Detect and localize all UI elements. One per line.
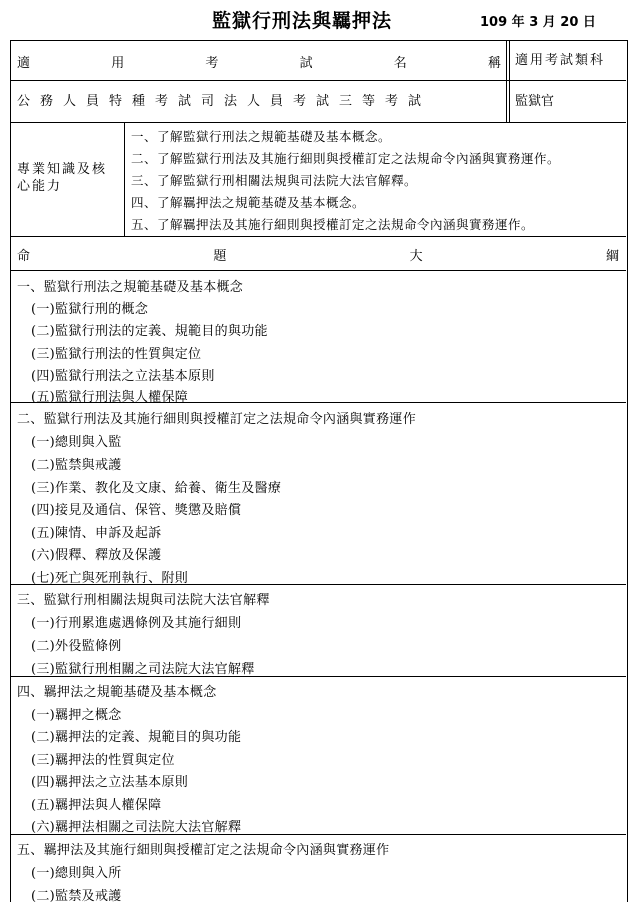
exam-name-header	[17, 52, 501, 71]
section-item: (五)羈押法與人權保障	[31, 798, 162, 813]
outline-section	[11, 403, 626, 585]
outline-header-char: 綱	[605, 249, 619, 264]
competency-item: 二、了解監獄行刑法及其施行細則與授權訂定之法規命令內涵與實務運作。	[131, 151, 561, 166]
outline-header-char: 題	[213, 249, 227, 264]
exam-name-header-char: 考	[205, 56, 219, 71]
document-title: 監獄行刑法與羈押法	[212, 10, 393, 32]
section-title: 三、監獄行刑相關法規與司法院大法官解釋	[17, 593, 270, 608]
section-item: (五)陳情、申訴及起訴	[31, 526, 162, 541]
exam-name-header-char: 用	[111, 56, 125, 71]
section-item: (二)監獄行刑法的定義、規範目的與功能	[31, 324, 268, 339]
competency-item: 五、了解羈押法及其施行細則與授權訂定之法規命令內涵與實務運作。	[131, 217, 535, 232]
document-date: 109 年 3 月 20 日	[480, 15, 596, 30]
competency-label: 專業知識及核心能力	[17, 162, 108, 194]
exam-value-row	[11, 81, 626, 123]
section-item: (一)行刑累進處遇條例及其施行細則	[31, 616, 242, 631]
column-divider	[124, 123, 125, 236]
section-item: (四)監獄行刑法之立法基本原則	[31, 369, 215, 384]
column-divider	[506, 81, 507, 122]
exam-name-header-char: 稱	[487, 56, 501, 71]
section-item: (一)監獄行刑的概念	[31, 302, 149, 317]
outline-header	[17, 245, 619, 264]
section-item: (一)總則與入所	[31, 866, 122, 881]
outline-section	[11, 835, 626, 905]
section-title: 五、羈押法及其施行細則與授權訂定之法規命令內涵與實務運作	[17, 843, 390, 858]
section-title: 二、監獄行刑法及其施行細則與授權訂定之法規命令內涵與實務運作	[17, 412, 417, 427]
section-item: (一)總則與入監	[31, 435, 122, 450]
column-divider	[509, 41, 510, 80]
section-item: (二)羈押法的定義、規範目的與功能	[31, 730, 242, 745]
exam-name-header-char: 名	[393, 56, 407, 71]
competency-row	[11, 123, 626, 237]
competency-item: 一、了解監獄行刑法之規範基礎及基本概念。	[131, 129, 392, 144]
section-item: (三)監獄行刑相關之司法院大法官解釋	[31, 662, 255, 677]
section-item: (四)羈押法之立法基本原則	[31, 775, 189, 790]
section-item: (六)假釋、釋放及保護	[31, 548, 162, 563]
section-item: (二)監禁與戒護	[31, 458, 122, 473]
section-title: 四、羈押法之規範基礎及基本概念	[17, 685, 217, 700]
section-item: (一)羈押之概念	[31, 708, 122, 723]
outline-header-row	[11, 237, 626, 271]
exam-name-header-char: 適	[17, 56, 31, 71]
section-item: (七)死亡與死刑執行、附則	[31, 571, 189, 586]
exam-header-row	[11, 41, 626, 81]
outline-section	[11, 585, 626, 677]
section-item: (四)接見及通信、保管、獎懲及賠償	[31, 503, 242, 518]
outline-header-char: 大	[409, 249, 423, 264]
exam-category: 監獄官	[515, 94, 555, 109]
column-divider	[506, 41, 507, 80]
outline-header-char: 命	[17, 249, 31, 264]
section-item: (二)監禁及戒護	[31, 889, 122, 904]
competency-item: 四、了解羈押法之規範基礎及基本概念。	[131, 195, 366, 210]
section-item: (二)外役監條例	[31, 639, 122, 654]
section-item: (三)監獄行刑法的性質與定位	[31, 347, 202, 362]
section-item: (六)羈押法相關之司法院大法官解釋	[31, 820, 242, 835]
exam-name: 公務人員特種考試司法人員考試三等考試	[17, 94, 432, 109]
outline-section	[11, 677, 626, 835]
exam-category-header: 適用考試類科	[515, 53, 606, 68]
column-divider	[509, 81, 510, 122]
section-item: (三)羈押法的性質與定位	[31, 753, 175, 768]
document-header	[0, 6, 642, 32]
section-item: (五)監獄行刑法與人權保障	[31, 390, 189, 405]
competency-item: 三、了解監獄行刑相關法規與司法院大法官解釋。	[131, 173, 418, 188]
outline-section	[11, 271, 626, 403]
syllabus-table	[10, 40, 628, 902]
exam-name-header-char: 試	[299, 56, 313, 71]
section-title: 一、監獄行刑法之規範基礎及基本概念	[17, 280, 244, 295]
section-item: (三)作業、教化及文康、給養、衛生及醫療	[31, 481, 282, 496]
